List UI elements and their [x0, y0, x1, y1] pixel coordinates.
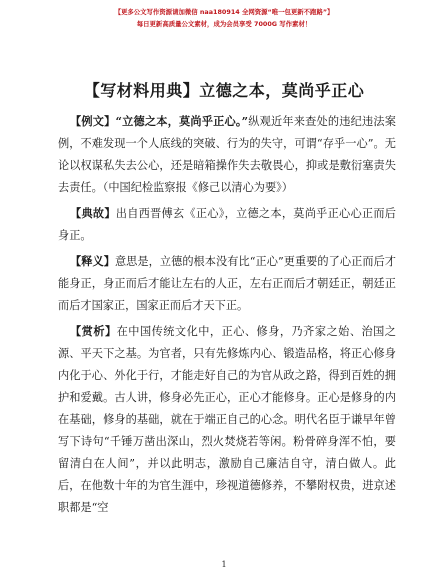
section-tag-appreciation: 【赏析】: [70, 324, 117, 338]
paragraph-text: 意思是，立德的根本没有比“正心”更重要的了心正而后才能身正，身正而后才能让左右的人正，左右正而后才朝廷正，朝廷正而后才国家正，国家正而后才天下正。: [58, 255, 396, 312]
promo-banner-line1: 【更多公文写作资源请加微信 naa180914 全网资源“唯一包更新不跑路”】: [114, 8, 334, 16]
paragraph-text: 在中国传统文化中，正心、修身，乃齐家之始、治国之源、平天下之基。为官者，只有先修炼内心、锻造品格，将正心修身内化于心、外化于行，才能走好自己的为官从政之路，得到百姓的拥护和爱戴。古人讲，修身必先正心，正心才能修身。正心是修身的内在基础，修身的基础，就在于端正自己的心念。明代名臣于谦早年曾写下诗句“千锤万凿出深山，烈火焚烧若等闲。粉骨碎身浑不怕，要留清白在人间”，并以此明志，激励自己廉洁自守，清白做人。此后，在他数十年的为官生涯中，珍视道德修养，不攀附权贵，进京述职都是“空: [58, 325, 396, 514]
promo-banner-line2: 每日更新高质量公文素材，成为会员享受 7000G 写作素材！: [136, 20, 312, 28]
paragraph-text: 出自西晋傅玄《正心》，立德之本，莫尚乎正心心正而后身正。: [58, 207, 396, 242]
paragraph-text: 纵观近年来查处的违纪违法案例，不难发现一个人底线的突破、行为的失守，可谓“存乎一心”。无论以权谋私失去公心，还是暗箱操作失去敬畏心，抑或是敷衍塞责失去责任。（中国纪检监察报《修己以清心为要》）: [58, 115, 396, 194]
page-number: 1: [221, 560, 227, 569]
paragraph-example: [58, 110, 396, 199]
paragraph-appreciation: [58, 320, 396, 519]
paragraph-interpretation: [58, 250, 396, 317]
promo-banner: [92, 8, 356, 29]
document-body: [58, 110, 396, 522]
document-title: 【写材料用典】立德之本，莫尚乎正心: [83, 81, 365, 100]
section-tag-example: 【例文】: [70, 114, 116, 128]
paragraph-allusion: [58, 202, 396, 247]
section-tag-allusion: 【典故】: [70, 206, 116, 220]
section-tag-interpretation: 【释义】: [70, 254, 115, 268]
example-quote: “立德之本，莫尚乎正心。”: [115, 114, 249, 128]
